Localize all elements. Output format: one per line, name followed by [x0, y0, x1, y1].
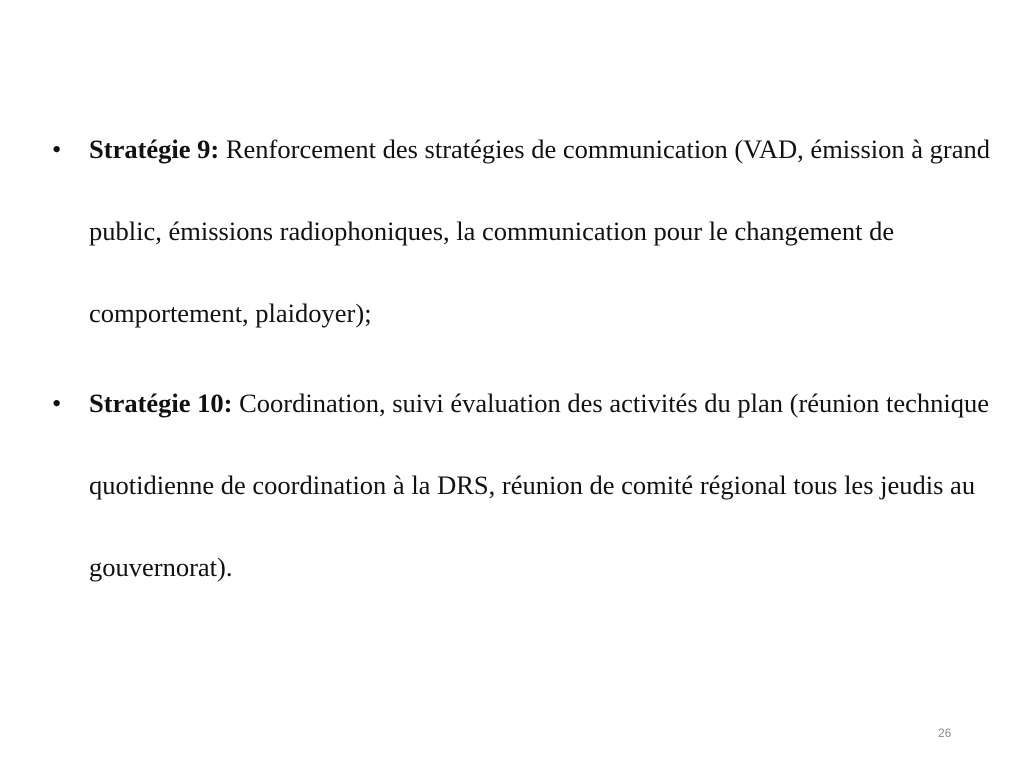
bullet-icon: •: [52, 134, 62, 164]
strategy-label: Stratégie 10:: [89, 388, 233, 418]
bullet-icon: •: [52, 388, 62, 418]
strategy-description: Renforcement des stratégies de communication (VAD, émission à grand public, émissions radiophoniques, la communication pour le changement de comportement, plaidoyer);: [89, 134, 991, 328]
strategy-description: Coordination, suivi évaluation des activités du plan (réunion technique quotidienne de coordination à la DRS, réunion de comité régional tous les jeudis au gouvernorat).: [89, 388, 990, 582]
page-number: 26: [938, 726, 952, 740]
strategy-label: Stratégie 9:: [89, 134, 220, 164]
bullet-item-strategy-9: [52, 108, 1002, 354]
bullet-item-strategy-10: [52, 362, 1002, 608]
bullet-list: [52, 108, 1002, 608]
